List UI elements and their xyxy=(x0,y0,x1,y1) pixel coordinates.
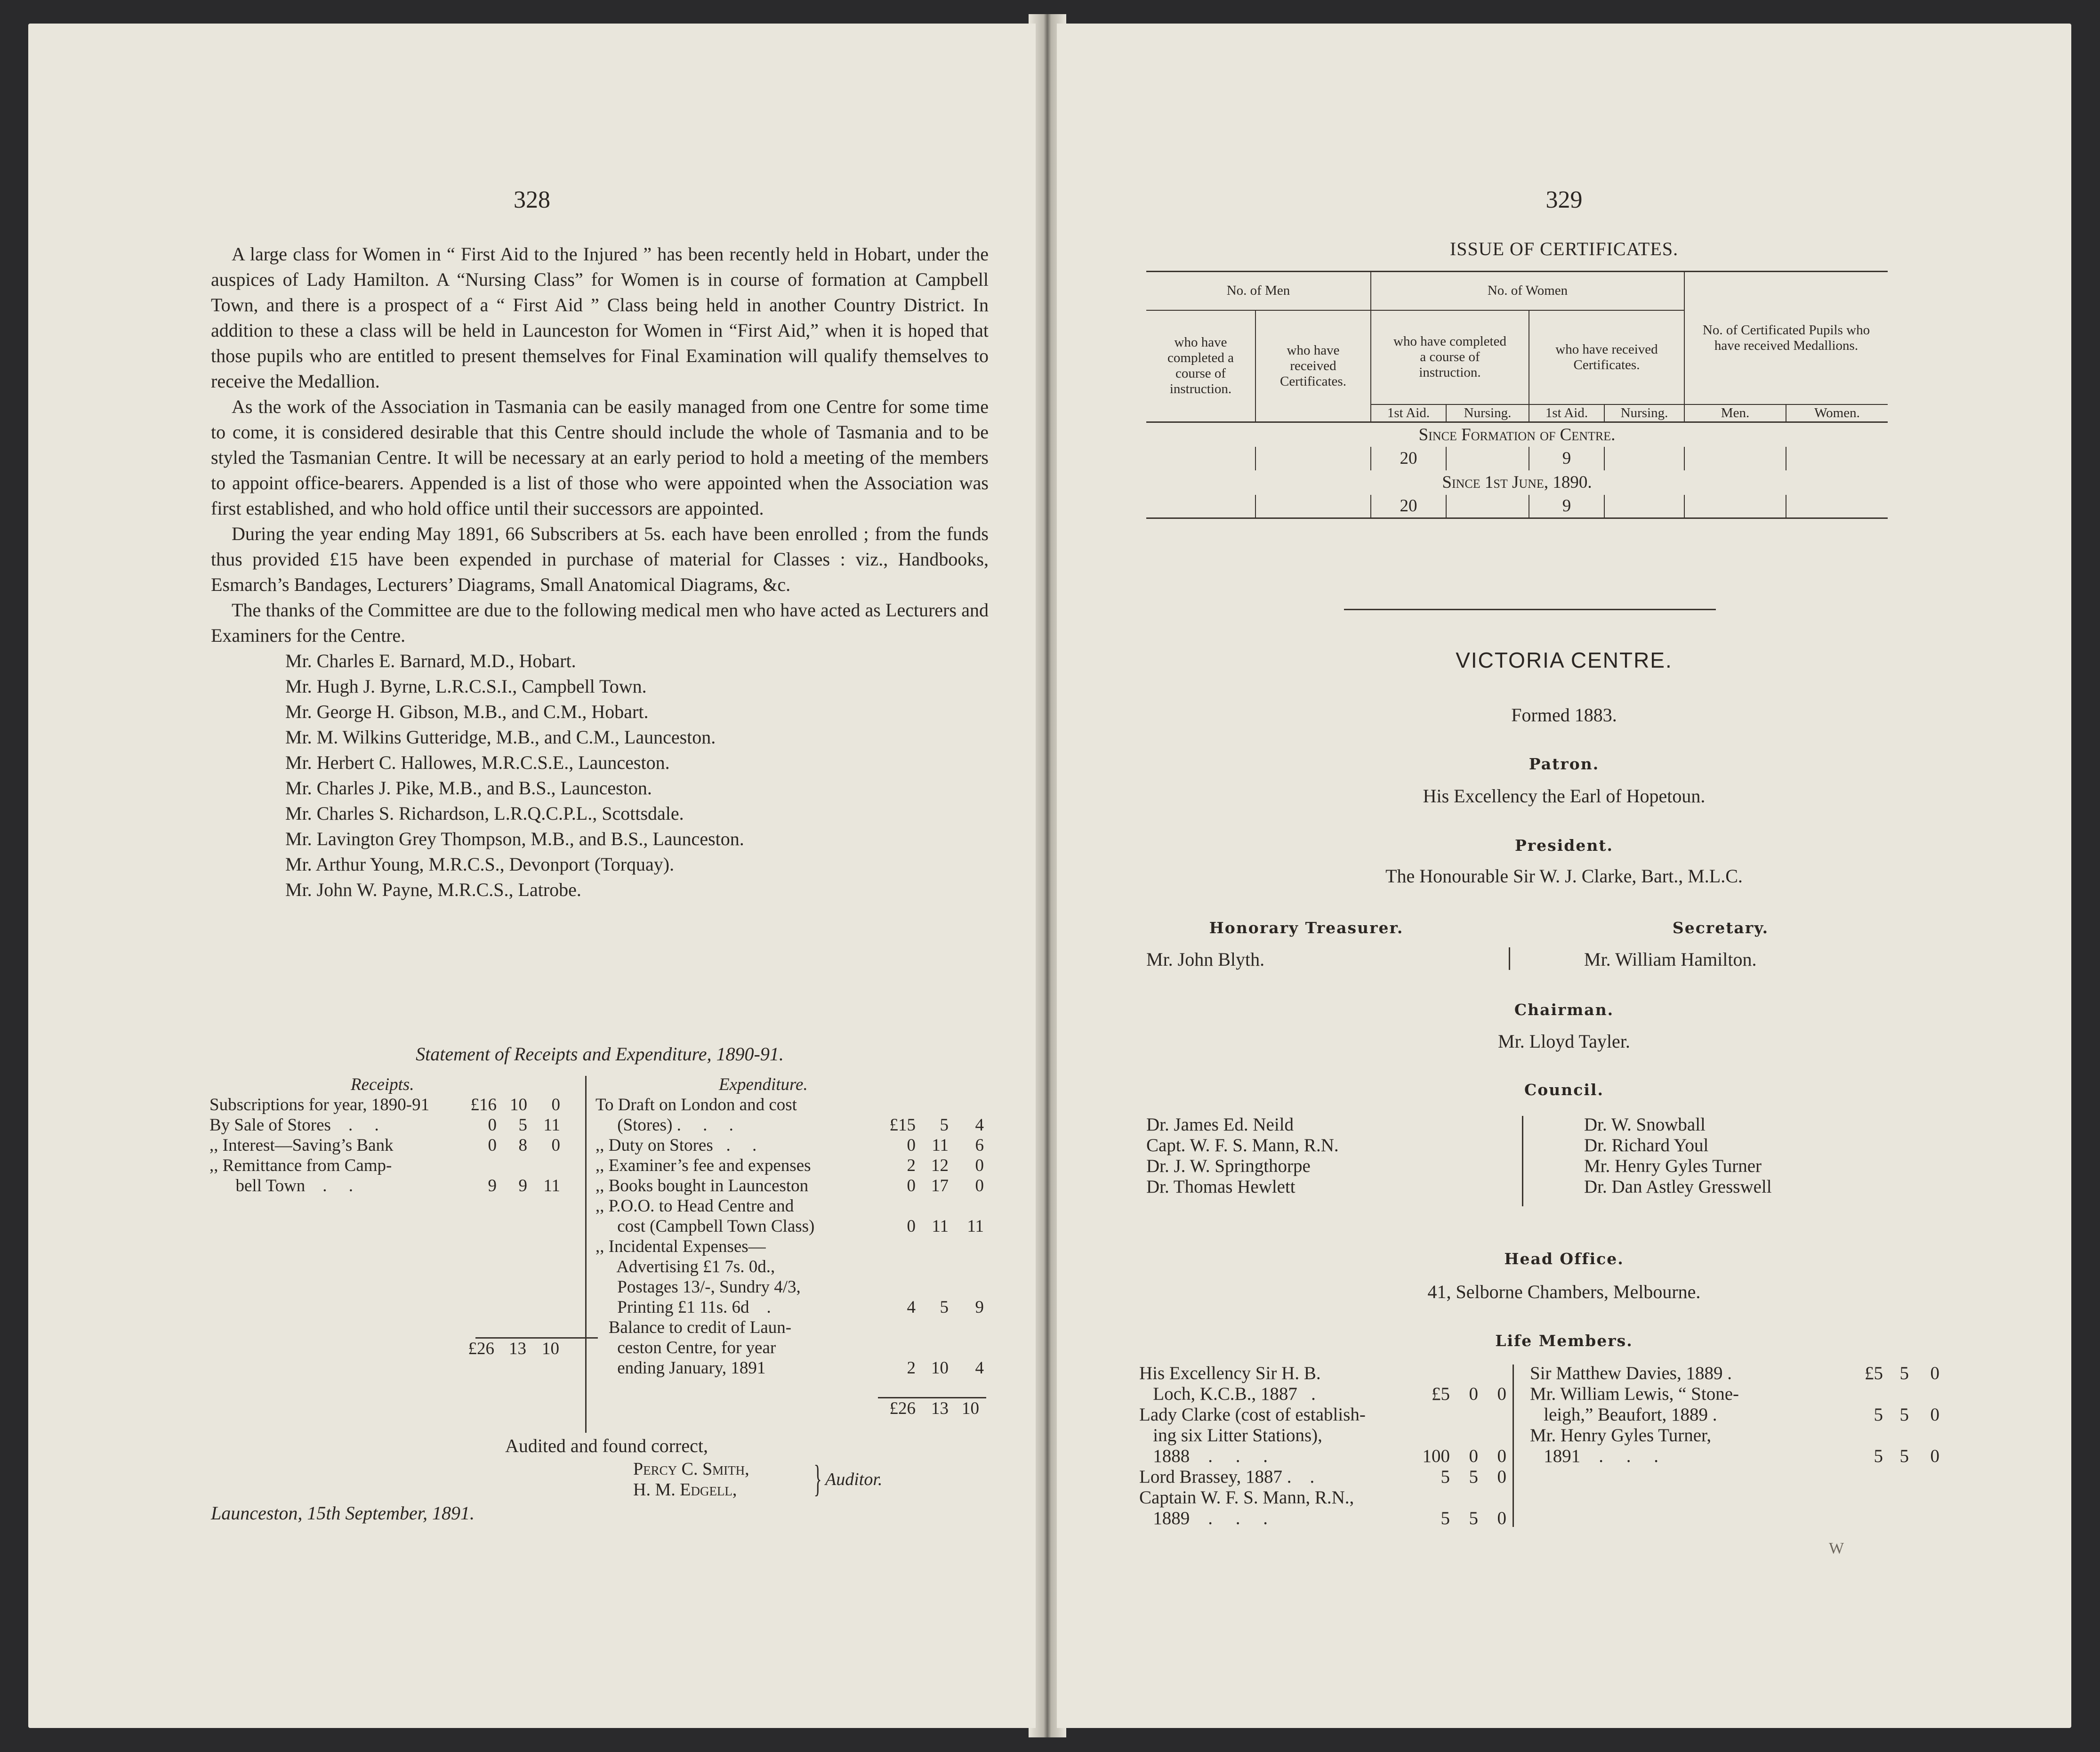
ledger-row xyxy=(595,1317,991,1338)
ledger-row xyxy=(209,1115,600,1135)
ledger-amount-pence: 0 xyxy=(1497,1446,1506,1466)
ledger-amount-shillings: 0 xyxy=(1469,1446,1478,1466)
auditor-names: Percy C. Smith, H. M. Edgell, xyxy=(633,1459,749,1500)
list-item: Dr. James Ed. Neild xyxy=(1146,1114,1294,1135)
ledger-amount-pounds: £5 xyxy=(1865,1363,1883,1383)
ledger-amount-pounds: 0 xyxy=(907,1136,916,1155)
treasurer-heading: Honorary Treasurer. xyxy=(1209,919,1404,937)
ledger-row xyxy=(1530,1363,1939,1384)
men-completed-header: who have completed a course of instruction. xyxy=(1146,310,1255,422)
lecturer-list xyxy=(285,648,989,903)
table-cell xyxy=(1446,447,1529,470)
ledger-amount-shillings: 5 xyxy=(1469,1508,1478,1528)
ledger-divider xyxy=(585,1076,587,1433)
life-members-heading: Life Members. xyxy=(1495,1332,1633,1350)
ledger-amount-shillings: 0 xyxy=(1469,1384,1478,1404)
paragraph: A large class for Women in “ First Aid to the Injured ” has been recently held in Hobart, under the auspices of Lady Hamilton. A “Nursing Class” for Women is in course of formation at Campbell Town, and there is a prospect of a “ First Aid ” Class being held in another Country District. In addition to these a class will be held in Launceston for Women in “First Aid,” when it is hoped that those pupils who are entitled to present themselves for Final Examination will qualify themselves to receive the Medallion. xyxy=(211,243,989,392)
ledger-item-text: Balance to credit of Laun- xyxy=(595,1318,792,1337)
men-received-header: who have received Certificates. xyxy=(1255,310,1371,422)
president-name: The Honourable Sir W. J. Clarke, Bart., M.L.C. xyxy=(1385,865,1743,887)
ledger-amount-pence: 4 xyxy=(975,1115,984,1135)
ledger-row xyxy=(595,1196,991,1216)
ledger-item-text: Printing £1 11s. 6d . xyxy=(595,1298,771,1317)
expenditure-column xyxy=(595,1074,991,1419)
ledger-row xyxy=(1530,1425,1925,1446)
ledger-item-text: (Stores) . . . xyxy=(595,1115,733,1135)
list-item: Dr. J. W. Springthorpe xyxy=(1146,1156,1311,1176)
receipts-total: £26 13 10 xyxy=(475,1337,598,1359)
table-cell xyxy=(1255,447,1371,470)
ledger-amount-pence: 11 xyxy=(543,1176,560,1195)
ledger-amount-shillings: 5 xyxy=(518,1115,527,1135)
ledger-amount-shillings: 10 xyxy=(510,1095,527,1114)
ledger-amount-pounds: 9 xyxy=(488,1176,497,1195)
patron-heading: Patron. xyxy=(1529,755,1600,773)
ledger-amount-pounds: 0 xyxy=(488,1115,497,1135)
since-formation-label: Since Formation of Centre. xyxy=(1418,425,1616,444)
ledger-amount-pounds: 4 xyxy=(907,1298,916,1317)
ledger-row xyxy=(1530,1446,1939,1467)
ledger-amount-pounds: 2 xyxy=(907,1358,916,1378)
list-item: Dr. Dan Astley Gresswell xyxy=(1584,1177,1772,1197)
ledger-item-text: ,, P.O.O. to Head Centre and xyxy=(595,1196,794,1216)
ledger-row xyxy=(595,1135,991,1155)
certificates-title: ISSUE OF CERTIFICATES. xyxy=(1449,238,1679,259)
table-cell: 20 xyxy=(1371,447,1446,470)
ledger-row xyxy=(595,1095,991,1115)
table-cell xyxy=(1684,495,1786,518)
ledger-amount-pounds: £15 xyxy=(889,1115,916,1135)
ledger-row xyxy=(209,1155,600,1176)
ledger-row xyxy=(595,1216,991,1236)
council-left-list xyxy=(1146,1114,1339,1197)
ledger-item-text: Postages 13/-, Sundry 4/3, xyxy=(595,1277,801,1297)
ledger-row xyxy=(1139,1487,1516,1508)
ledger-amount-pence: 0 xyxy=(975,1156,984,1175)
ledger-amount-shillings: 10 xyxy=(931,1358,949,1378)
secretary-heading: Secretary. xyxy=(1672,919,1769,937)
women-received-header: who have received Certificates. xyxy=(1529,310,1684,404)
ledger-amount-shillings: 17 xyxy=(931,1176,949,1195)
list-item: Mr. Lavington Grey Thompson, M.B., and B.S., Launceston. xyxy=(285,828,744,849)
men-header: No. of Men xyxy=(1146,272,1371,310)
ledger-amount-shillings: 5 xyxy=(940,1298,949,1317)
ledger-amount-shillings: 11 xyxy=(932,1217,949,1236)
auditor-label: Auditor. xyxy=(825,1469,883,1489)
council-right-list xyxy=(1584,1114,1772,1197)
ledger-item-text: ceston Centre, for year xyxy=(595,1338,776,1357)
ledger-item-text: ,, Examiner’s fee and expenses xyxy=(595,1156,811,1175)
ledger-amount-shillings: 5 xyxy=(1899,1446,1909,1466)
ledger-amount-pounds: 0 xyxy=(907,1176,916,1195)
section-rule xyxy=(1344,609,1716,610)
ledger-amount-pence: 11 xyxy=(967,1217,984,1236)
ledger-item-text: Loch, K.C.B., 1887 . xyxy=(1139,1384,1316,1404)
ledger-amount-pence: 0 xyxy=(1497,1467,1506,1487)
list-item: Mr. Herbert C. Hallowes, M.R.C.S.E., Launceston. xyxy=(285,752,670,773)
ledger-item-text: leigh,” Beaufort, 1889 . xyxy=(1530,1405,1717,1425)
ledger-row xyxy=(1139,1446,1516,1467)
women-header: No. of Women xyxy=(1371,272,1684,310)
secretary-name: Mr. William Hamilton. xyxy=(1584,949,1757,970)
certificates-table-wrap xyxy=(1146,271,1888,519)
ledger-item-text: Advertising £1 7s. 0d., xyxy=(595,1257,775,1276)
ledger-row xyxy=(1139,1405,1516,1425)
right-page xyxy=(1057,24,2071,1728)
ledger-amount-pence: 0 xyxy=(1930,1446,1939,1466)
left-page xyxy=(28,24,1036,1728)
ledger-item-text: Sir Matthew Davies, 1889 . xyxy=(1530,1363,1732,1383)
list-item: Dr. W. Snowball xyxy=(1584,1114,1706,1135)
medallions-header: No. of Certificated Pupils who have received Medallions. xyxy=(1702,322,1870,353)
victoria-title: VICTORIA CENTRE. xyxy=(1456,648,1673,672)
paragraph: During the year ending May 1891, 66 Subscribers at 5s. each have been enrolled ; from the funds thus provided £15 have been expended in purchase of material for Classes : viz., Handbooks, Esmarch’s Bandages, Lecturers’ Diagrams, Small Anatomical Diagrams, &c. xyxy=(211,523,989,595)
ledger-amount-pounds: 5 xyxy=(1440,1467,1450,1487)
ledger-row xyxy=(595,1297,991,1317)
ledger-row xyxy=(1139,1363,1516,1384)
paragraph: As the work of the Association in Tasmania can be easily managed from one Centre for some time to come, it is considered desirable that this Centre should include the whole of Tasmania and to be styled the Tasmanian Centre. It will be necessary at an early period to hold a meeting of the members to appoint office-bearers. Appended is a list of those who were appointed when the Association was first established, and who hold office until their successors are appointed. xyxy=(211,396,989,519)
ledger-amount-pence: 0 xyxy=(1497,1508,1506,1528)
ledger-amount-pence: 0 xyxy=(1497,1384,1506,1404)
table-cell: 20 xyxy=(1371,495,1446,518)
table-cell xyxy=(1446,495,1529,518)
ledger-amount-pence: 4 xyxy=(975,1358,984,1378)
list-item: Mr. Hugh J. Byrne, L.R.C.S.I., Campbell Town. xyxy=(285,676,647,697)
ledger-amount-pounds: 2 xyxy=(907,1156,916,1175)
table-cell xyxy=(1786,495,1888,518)
ledger-row xyxy=(595,1115,991,1135)
head-office-address: 41, Selborne Chambers, Melbourne. xyxy=(1427,1281,1701,1302)
ledger-amount-pence: 6 xyxy=(975,1136,984,1155)
ledger-row xyxy=(595,1176,991,1196)
ledger-item-text: 1889 . . . xyxy=(1139,1508,1268,1528)
ledger-amount-pence: 0 xyxy=(1930,1405,1939,1425)
table-cell xyxy=(1604,495,1684,518)
list-item: Dr. Thomas Hewlett xyxy=(1146,1177,1295,1197)
ledger-item-text: His Excellency Sir H. B. xyxy=(1139,1363,1321,1383)
ledger-item-text: cost (Campbell Town Class) xyxy=(595,1217,815,1236)
ledger-item-text: Mr. William Lewis, “ Stone- xyxy=(1530,1384,1739,1404)
ledger-row xyxy=(209,1176,600,1196)
ledger-amount-pence: 0 xyxy=(1930,1363,1939,1383)
table-cell xyxy=(1684,447,1786,470)
life-members-right xyxy=(1530,1363,1939,1467)
list-item: Mr. George H. Gibson, M.B., and C.M., Hobart. xyxy=(285,701,649,722)
ledger-amount-shillings: 5 xyxy=(1469,1467,1478,1487)
list-item: Mr. M. Wilkins Gutteridge, M.B., and C.M., Launceston. xyxy=(285,727,716,748)
ledger-item-text: Mr. Henry Gyles Turner, xyxy=(1530,1425,1712,1445)
ledger-item-text: Subscriptions for year, 1890-91 xyxy=(209,1095,430,1114)
table-row xyxy=(1146,495,1888,518)
expenditure-total: £26 13 10 xyxy=(878,1397,986,1419)
ledger-item-text: Captain W. F. S. Mann, R.N., xyxy=(1139,1487,1354,1508)
ledger-item-text: ending January, 1891 xyxy=(595,1358,766,1378)
ledger-item-text: To Draft on London and cost xyxy=(595,1095,797,1114)
ledger-item-text: ,, Remittance from Camp- xyxy=(209,1156,392,1175)
sub-header-1st-aid: 1st Aid. xyxy=(1371,404,1446,422)
ledger-item-text: ,, Duty on Stores . . xyxy=(595,1136,757,1155)
ledger-amount-shillings: 5 xyxy=(940,1115,949,1135)
ledger-amount-pounds: 100 xyxy=(1422,1446,1450,1466)
ledger-row xyxy=(595,1277,991,1297)
ledger-amount-pounds: 5 xyxy=(1440,1508,1450,1528)
page-number: 329 xyxy=(1545,186,1583,213)
patron-name: His Excellency the Earl of Hopetoun. xyxy=(1423,785,1706,807)
list-item: Mr. Charles S. Richardson, L.R.Q.C.P.L., Scottsdale. xyxy=(285,803,684,824)
ledger-row xyxy=(595,1358,991,1378)
ledger-amount-shillings: 11 xyxy=(932,1136,949,1155)
receipts-heading: Receipts. xyxy=(351,1075,414,1094)
ledger-row xyxy=(1530,1405,1939,1425)
ledger-amount-shillings: 5 xyxy=(1899,1363,1909,1383)
statement-title: Statement of Receipts and Expenditure, 1890-91. xyxy=(416,1043,784,1065)
receipts-column xyxy=(209,1074,600,1359)
ledger-amount-pounds: 5 xyxy=(1874,1446,1883,1466)
catchword: W xyxy=(1829,1540,1844,1557)
head-office-heading: Head Office. xyxy=(1504,1250,1624,1268)
ledger-row xyxy=(1139,1467,1516,1487)
sub-header-nursing: Nursing. xyxy=(1604,404,1684,422)
life-members-left xyxy=(1139,1363,1516,1529)
ledger-amount-pence: 0 xyxy=(551,1095,560,1114)
ledger-amount-pence: 0 xyxy=(975,1176,984,1195)
ledger-item-text: bell Town . . xyxy=(209,1176,354,1195)
ledger-row xyxy=(595,1155,991,1176)
sub-header-men: Men. xyxy=(1684,404,1786,422)
ledger-item-text: ,, Interest—Saving’s Bank xyxy=(209,1136,394,1155)
ledger-item-text: Lady Clarke (cost of establish- xyxy=(1139,1405,1366,1425)
divider xyxy=(1513,1364,1514,1527)
ledger-row xyxy=(595,1236,991,1257)
treasurer-name: Mr. John Blyth. xyxy=(1146,949,1265,970)
ledger-amount-pounds: 0 xyxy=(488,1136,497,1155)
sub-header-women: Women. xyxy=(1786,404,1888,422)
body-text xyxy=(211,242,989,903)
expenditure-heading: Expenditure. xyxy=(719,1075,808,1094)
ledger-row xyxy=(1139,1384,1516,1405)
ledger-amount-shillings: 8 xyxy=(518,1136,527,1155)
list-item: Dr. Richard Youl xyxy=(1584,1135,1709,1155)
list-item: Mr. John W. Payne, M.R.C.S., Latrobe. xyxy=(285,879,581,900)
list-item: Capt. W. F. S. Mann, R.N. xyxy=(1146,1135,1339,1155)
chairman-name: Mr. Lloyd Tayler. xyxy=(1498,1031,1630,1052)
ledger-amount-shillings: 9 xyxy=(518,1176,527,1195)
divider xyxy=(1522,1116,1523,1206)
ledger-item-text: By Sale of Stores . . xyxy=(209,1115,379,1135)
audited-note: Audited and found correct, xyxy=(505,1435,708,1456)
table-cell xyxy=(1146,447,1255,470)
ledger-row xyxy=(595,1338,991,1358)
list-item: Mr. Arthur Young, M.R.C.S., Devonport (Torquay). xyxy=(285,854,675,875)
ledger-amount-pence: 0 xyxy=(551,1136,560,1155)
ledger-row xyxy=(1139,1508,1516,1529)
page-number: 328 xyxy=(514,186,550,213)
formed-line: Formed 1883. xyxy=(1511,704,1617,726)
place-date: Launceston, 15th September, 1891. xyxy=(211,1502,475,1524)
ledger-amount-shillings: 12 xyxy=(931,1156,949,1175)
auditor-brace: } xyxy=(813,1458,822,1500)
certificates-table xyxy=(1146,271,1888,519)
ledger-amount-pounds: £16 xyxy=(470,1095,497,1114)
list-item: Mr. Henry Gyles Turner xyxy=(1584,1156,1762,1176)
ledger-row xyxy=(209,1095,600,1115)
ledger-amount-pence: 11 xyxy=(543,1115,560,1135)
ledger-item-text: Lord Brassey, 1887 . . xyxy=(1139,1467,1315,1487)
chairman-heading: Chairman. xyxy=(1514,1001,1614,1019)
ledger-amount-pence: 9 xyxy=(975,1298,984,1317)
ledger-row xyxy=(1530,1384,1925,1405)
council-heading: Council. xyxy=(1524,1081,1604,1099)
ledger-amount-pounds: 0 xyxy=(907,1217,916,1236)
ledger-amount-shillings: 5 xyxy=(1899,1405,1909,1425)
ledger-item-text: ,, Incidental Expenses— xyxy=(595,1237,766,1256)
table-cell: 9 xyxy=(1529,495,1604,518)
table-row xyxy=(1146,447,1888,470)
ledger-row xyxy=(1139,1425,1516,1446)
ledger-amount-pounds: £5 xyxy=(1432,1384,1450,1404)
sub-header-nursing: Nursing. xyxy=(1446,404,1529,422)
table-cell xyxy=(1255,495,1371,518)
list-item: Mr. Charles E. Barnard, M.D., Hobart. xyxy=(285,650,576,671)
sub-header-1st-aid: 1st Aid. xyxy=(1529,404,1604,422)
table-cell: 9 xyxy=(1529,447,1604,470)
list-item: Mr. Charles J. Pike, M.B., and B.S., Launceston. xyxy=(285,777,652,799)
paragraph: The thanks of the Committee are due to the following medical men who have acted as Lecturers and Examiners for the Centre. xyxy=(211,599,989,646)
ledger-amount-pounds: 5 xyxy=(1874,1405,1883,1425)
ledger-item-text: 1891 . . . xyxy=(1530,1446,1658,1466)
since-june-label: Since 1st June, 1890. xyxy=(1442,473,1592,492)
ledger-item-text: 1888 . . . xyxy=(1139,1446,1268,1466)
ledger-row xyxy=(209,1135,600,1155)
table-cell xyxy=(1604,447,1684,470)
table-cell xyxy=(1786,447,1888,470)
women-completed-header: who have completed a course of instruction. xyxy=(1371,310,1529,404)
ledger-item-text: ing six Litter Stations), xyxy=(1139,1425,1322,1445)
table-cell xyxy=(1146,495,1255,518)
ledger-row xyxy=(595,1257,991,1277)
ledger-item-text: ,, Books bought in Launceston xyxy=(595,1176,809,1195)
divider xyxy=(1509,947,1510,970)
president-heading: President. xyxy=(1514,836,1614,855)
